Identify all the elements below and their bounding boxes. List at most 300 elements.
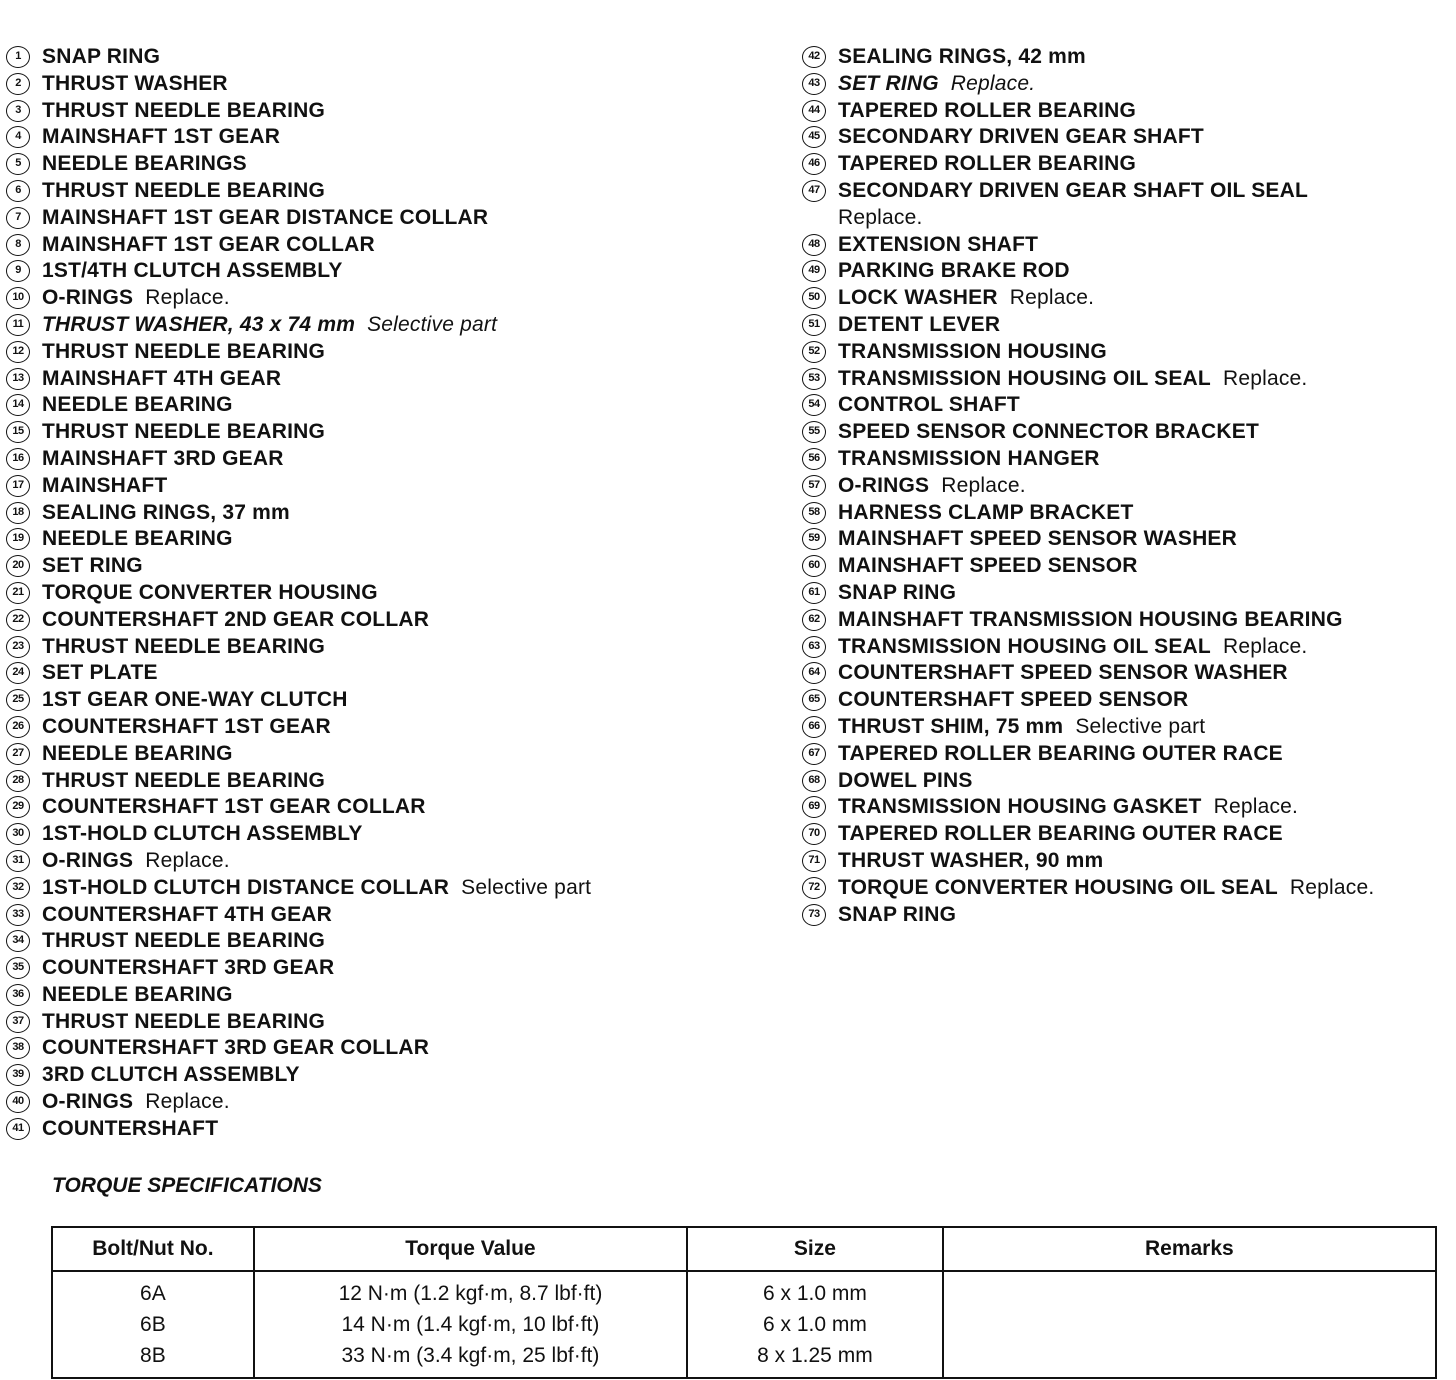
item-label-line [42,205,488,232]
item-label [42,366,281,393]
item-number-badge: 73 [802,904,826,926]
item-label [42,580,378,607]
list-item [6,955,776,982]
item-name: CONTROL SHAFT [838,393,1020,417]
item-label-line [838,741,1283,768]
item-label-line [838,71,1035,98]
item-label [42,794,426,821]
size-cell: 6 x 1.0 mm [687,1271,943,1309]
list-item [6,500,776,527]
list-item [802,875,1452,902]
size-cell: 8 x 1.25 mm [687,1340,943,1378]
item-label [42,151,247,178]
item-number-badge: 42 [802,46,826,68]
list-item [802,687,1452,714]
list-item [802,526,1452,553]
item-name: THRUST NEEDLE BEARING [42,339,326,363]
list-item [802,607,1452,634]
item-name: SNAP RING [42,45,161,68]
list-item [6,1009,776,1036]
item-label-line [838,124,1204,151]
item-number-badge: 59 [802,528,826,550]
item-note: Replace. [145,286,230,310]
list-item [6,902,776,929]
header-torque-value: Torque Value [254,1227,687,1271]
item-note: Selective part [461,875,592,899]
item-label-line [42,1089,230,1116]
item-label-line [42,98,325,125]
item-name: THRUST NEEDLE BEARING [42,98,326,122]
item-label [838,580,956,607]
item-number-badge: 21 [6,582,30,604]
item-note: Replace. [1213,795,1299,819]
item-name: SPEED SENSOR CONNECTOR BRACKET [838,420,1259,444]
list-item [6,258,776,285]
item-label [838,660,1288,687]
list-item [6,687,776,714]
item-number-badge: 67 [802,743,826,765]
item-label-line [838,607,1343,634]
item-note: Replace. [1222,634,1308,658]
list-item [802,366,1452,393]
item-number-badge: 47 [802,180,826,202]
item-label-line [838,500,1134,527]
item-label [42,526,233,553]
list-item [802,419,1452,446]
item-label-line [838,580,956,607]
item-label-line [42,902,332,929]
item-name: NEEDLE BEARING [42,393,233,417]
item-label [838,607,1343,634]
list-item [6,553,776,580]
item-number-badge: 43 [802,73,826,95]
list-item [6,366,776,393]
item-label-line [42,714,331,741]
parts-list-right [802,44,1452,928]
list-item [6,1062,776,1089]
item-label [838,526,1237,553]
item-name: DETENT LEVER [838,312,1001,336]
item-label [42,848,230,875]
item-label [838,473,1026,500]
item-label [838,366,1307,393]
item-name: COUNTERSHAFT 4TH GEAR [42,902,333,926]
item-note: Replace. [838,205,923,229]
item-label-line [42,312,497,339]
item-note: Replace. [1009,286,1095,310]
item-label [42,928,325,955]
item-name: COUNTERSHAFT 1ST GEAR [42,714,331,738]
parts-list-left [6,44,776,1143]
item-name: O-RINGS [42,848,134,872]
item-label-line [42,392,233,419]
item-label [838,312,1000,339]
table-row [52,1271,1436,1309]
item-name: THRUST WASHER, 90 mm [838,848,1104,872]
item-label [42,446,284,473]
item-label [838,875,1374,902]
list-item [6,580,776,607]
table-header-row [52,1227,1436,1271]
item-number-badge: 57 [802,475,826,497]
item-label-line [42,821,363,848]
item-number-badge: 19 [6,528,30,550]
item-number-badge: 58 [802,502,826,524]
remarks-cell [943,1309,1436,1340]
item-number-badge: 31 [6,850,30,872]
item-label-line [42,848,230,875]
item-name: MAINSHAFT 4TH GEAR [42,366,282,390]
item-label [838,794,1298,821]
item-number-badge: 70 [802,823,826,845]
item-name: TAPERED ROLLER BEARING OUTER RACE [838,741,1283,765]
item-number-badge: 13 [6,368,30,390]
item-name: MAINSHAFT SPEED SENSOR WASHER [838,527,1238,551]
item-label [838,821,1283,848]
item-label [42,1035,429,1062]
bolt-nut-cell: 6B [52,1309,254,1340]
item-number-badge: 16 [6,448,30,470]
item-number-badge: 28 [6,770,30,792]
item-name: TAPERED ROLLER BEARING [838,98,1137,122]
item-label [838,446,1100,473]
item-label [838,848,1103,875]
item-name: 3RD CLUTCH ASSEMBLY [42,1063,300,1087]
item-number-badge: 38 [6,1037,30,1059]
item-label [42,741,233,768]
item-label [838,232,1038,259]
item-label [42,1116,218,1143]
item-label-line [42,1062,300,1089]
item-label-line [42,526,233,553]
item-number-badge: 52 [802,341,826,363]
item-number-badge: 69 [802,796,826,818]
item-label [42,44,160,71]
item-name: SECONDARY DRIVEN GEAR SHAFT [838,125,1204,149]
list-item [802,124,1452,151]
item-name: PARKING BRAKE ROD [838,259,1070,283]
item-number-badge: 72 [802,877,826,899]
item-label [838,392,1020,419]
item-name: EXTENSION SHAFT [838,232,1039,256]
list-item [6,419,776,446]
list-item [6,848,776,875]
item-label-line [838,178,1308,205]
item-name: THRUST NEEDLE BEARING [42,634,326,658]
item-label-line [838,794,1298,821]
item-number-badge: 22 [6,609,30,631]
item-label-line [42,500,290,527]
list-item [6,392,776,419]
list-item [802,902,1452,929]
item-label [42,1062,300,1089]
item-name: COUNTERSHAFT SPEED SENSOR WASHER [838,661,1288,685]
item-label [838,71,1035,98]
list-item [802,232,1452,259]
list-item [6,312,776,339]
item-name: TRANSMISSION HOUSING GASKET [838,795,1202,819]
item-name: O-RINGS [42,1090,134,1114]
list-item [6,232,776,259]
item-name: 1ST-HOLD CLUTCH ASSEMBLY [42,822,363,846]
list-item [802,446,1452,473]
item-number-badge: 27 [6,743,30,765]
item-number-badge: 4 [6,126,30,148]
item-label-line [42,955,334,982]
remarks-cell [943,1340,1436,1378]
table-row [52,1309,1436,1340]
item-name: MAINSHAFT 1ST GEAR [42,125,281,149]
item-label [838,258,1070,285]
item-label-line [838,714,1205,741]
header-remarks: Remarks [943,1227,1436,1271]
list-item [6,1035,776,1062]
item-label [838,500,1134,527]
item-label [42,312,497,339]
list-item [6,98,776,125]
item-name: O-RINGS [838,473,930,497]
list-item [6,875,776,902]
item-label [42,768,325,795]
item-number-badge: 17 [6,475,30,497]
item-label-line [42,928,325,955]
item-label-line [838,634,1307,661]
item-label-line [42,634,325,661]
item-label-line [838,821,1283,848]
item-name: 1ST-HOLD CLUTCH DISTANCE COLLAR [42,875,450,899]
list-item [6,71,776,98]
item-label [42,392,233,419]
item-number-badge: 20 [6,555,30,577]
item-label-line [838,660,1288,687]
item-name: DOWEL PINS [838,768,973,792]
item-label [838,714,1205,741]
list-item [6,660,776,687]
item-name: O-RINGS [42,286,134,310]
item-label [838,634,1307,661]
item-label [42,124,280,151]
list-item [6,339,776,366]
item-label [42,607,429,634]
item-name: COUNTERSHAFT 3RD GEAR COLLAR [42,1036,430,1060]
item-label [42,660,158,687]
item-name: TAPERED ROLLER BEARING OUTER RACE [838,822,1283,846]
item-name: THRUST NEEDLE BEARING [42,420,326,444]
list-item [802,580,1452,607]
list-item [802,98,1452,125]
item-number-badge: 25 [6,689,30,711]
item-name: HARNESS CLAMP BRACKET [838,500,1134,524]
item-label [42,500,290,527]
list-item [802,741,1452,768]
item-name: THRUST SHIM, 75 mm [838,714,1064,738]
bolt-nut-cell: 8B [52,1340,254,1378]
item-label-line [838,473,1026,500]
item-label [42,875,591,902]
list-item [802,473,1452,500]
item-name: NEEDLE BEARINGS [42,152,247,176]
item-number-badge: 7 [6,207,30,229]
item-label-line [42,768,325,795]
item-label-line [838,526,1237,553]
item-label [838,768,973,795]
item-number-badge: 24 [6,662,30,684]
item-name: SNAP RING [838,902,957,926]
item-name: LOCK WASHER [838,286,998,310]
item-number-badge: 33 [6,904,30,926]
item-label-line [42,1009,325,1036]
item-number-badge: 49 [802,260,826,282]
item-name: NEEDLE BEARING [42,527,233,551]
item-label [42,902,332,929]
item-label [838,339,1107,366]
item-number-badge: 48 [802,234,826,256]
item-name: SET RING [42,554,143,578]
item-note: Replace. [145,848,230,872]
item-name: TAPERED ROLLER BEARING [838,152,1137,176]
item-name: NEEDLE BEARING [42,741,233,765]
item-label-line [838,553,1138,580]
item-name: TORQUE CONVERTER HOUSING [42,580,378,604]
item-label-line [838,285,1094,312]
item-label [42,71,228,98]
item-note: Replace. [1222,366,1308,390]
item-number-badge: 46 [802,153,826,175]
item-label-line [42,1035,429,1062]
item-name: MAINSHAFT 1ST GEAR COLLAR [42,232,375,256]
item-label-line [42,339,325,366]
list-item [802,71,1452,98]
item-label-line [838,312,1000,339]
item-label [838,44,1086,71]
item-name: MAINSHAFT 1ST GEAR DISTANCE COLLAR [42,205,489,229]
item-note: Replace. [1289,875,1375,899]
item-number-badge: 35 [6,957,30,979]
list-item [6,607,776,634]
list-item [802,500,1452,527]
item-name: THRUST NEEDLE BEARING [42,1009,326,1033]
item-label-line [838,258,1070,285]
item-label [42,687,348,714]
item-note: Selective part [367,312,498,336]
item-label-line [838,902,956,929]
item-note: Replace. [950,71,1036,95]
item-label [838,553,1138,580]
list-item [6,44,776,71]
item-name: SECONDARY DRIVEN GEAR SHAFT OIL SEAL [838,178,1309,202]
item-label-line [42,607,429,634]
item-number-badge: 51 [802,314,826,336]
item-number-badge: 23 [6,636,30,658]
list-item [6,982,776,1009]
item-number-badge: 55 [802,421,826,443]
list-item [6,178,776,205]
list-item [802,634,1452,661]
list-item [6,526,776,553]
item-name: 1ST GEAR ONE-WAY CLUTCH [42,688,348,712]
item-name: THRUST WASHER, 43 x 74 mm [42,312,356,336]
list-item [6,151,776,178]
item-number-badge: 41 [6,1118,30,1140]
item-name: SET PLATE [42,661,158,685]
item-number-badge: 18 [6,502,30,524]
item-number-badge: 39 [6,1064,30,1086]
item-number-badge: 9 [6,260,30,282]
list-item [6,928,776,955]
size-cell: 6 x 1.0 mm [687,1309,943,1340]
item-name: COUNTERSHAFT SPEED SENSOR [838,688,1189,712]
item-label-line [838,768,973,795]
item-name: THRUST NEEDLE BEARING [42,178,326,202]
torque-value-cell: 33 N·m (3.4 kgf·m, 25 lbf·ft) [254,1340,687,1378]
item-name: THRUST NEEDLE BEARING [42,768,326,792]
item-label [42,258,343,285]
item-label [42,285,230,312]
item-number-badge: 62 [802,609,826,631]
item-label [42,982,233,1009]
item-label-line [838,44,1086,71]
item-label [42,178,325,205]
list-item [6,714,776,741]
item-label-line [838,446,1100,473]
list-item [802,339,1452,366]
item-label [42,1089,230,1116]
list-item [6,634,776,661]
item-name: COUNTERSHAFT 3RD GEAR [42,956,335,980]
item-note: Selective part [1075,714,1206,738]
torque-value-cell: 12 N·m (1.2 kgf·m, 8.7 lbf·ft) [254,1271,687,1309]
item-label-line [838,687,1188,714]
list-item [802,151,1452,178]
item-label [42,98,325,125]
item-label-line [42,660,158,687]
list-item [6,473,776,500]
list-item [802,178,1452,232]
item-label-line [42,1116,218,1143]
item-label-line [838,848,1103,875]
item-number-badge: 53 [802,368,826,390]
item-label [838,687,1188,714]
item-label [838,151,1136,178]
item-label-line [42,982,233,1009]
item-label-line [838,232,1038,259]
item-number-badge: 64 [802,662,826,684]
list-item [6,768,776,795]
item-name: COUNTERSHAFT 2ND GEAR COLLAR [42,607,430,631]
item-label [42,205,488,232]
item-number-badge: 66 [802,716,826,738]
list-item [6,741,776,768]
torque-specifications-table [51,1226,1437,1379]
item-name: NEEDLE BEARING [42,982,233,1006]
list-item [802,794,1452,821]
item-number-badge: 68 [802,770,826,792]
item-label [42,339,325,366]
item-number-badge: 11 [6,314,30,336]
item-number-badge: 60 [802,555,826,577]
list-item [6,1116,776,1143]
list-item [802,553,1452,580]
item-note: Replace. [941,473,1026,497]
item-label-line [42,232,375,259]
table-row [52,1340,1436,1378]
item-label-line [838,151,1136,178]
item-number-badge: 44 [802,100,826,122]
item-name: MAINSHAFT 3RD GEAR [42,446,284,470]
item-name: THRUST WASHER [42,71,228,95]
item-label [42,714,331,741]
item-label-line [838,98,1136,125]
